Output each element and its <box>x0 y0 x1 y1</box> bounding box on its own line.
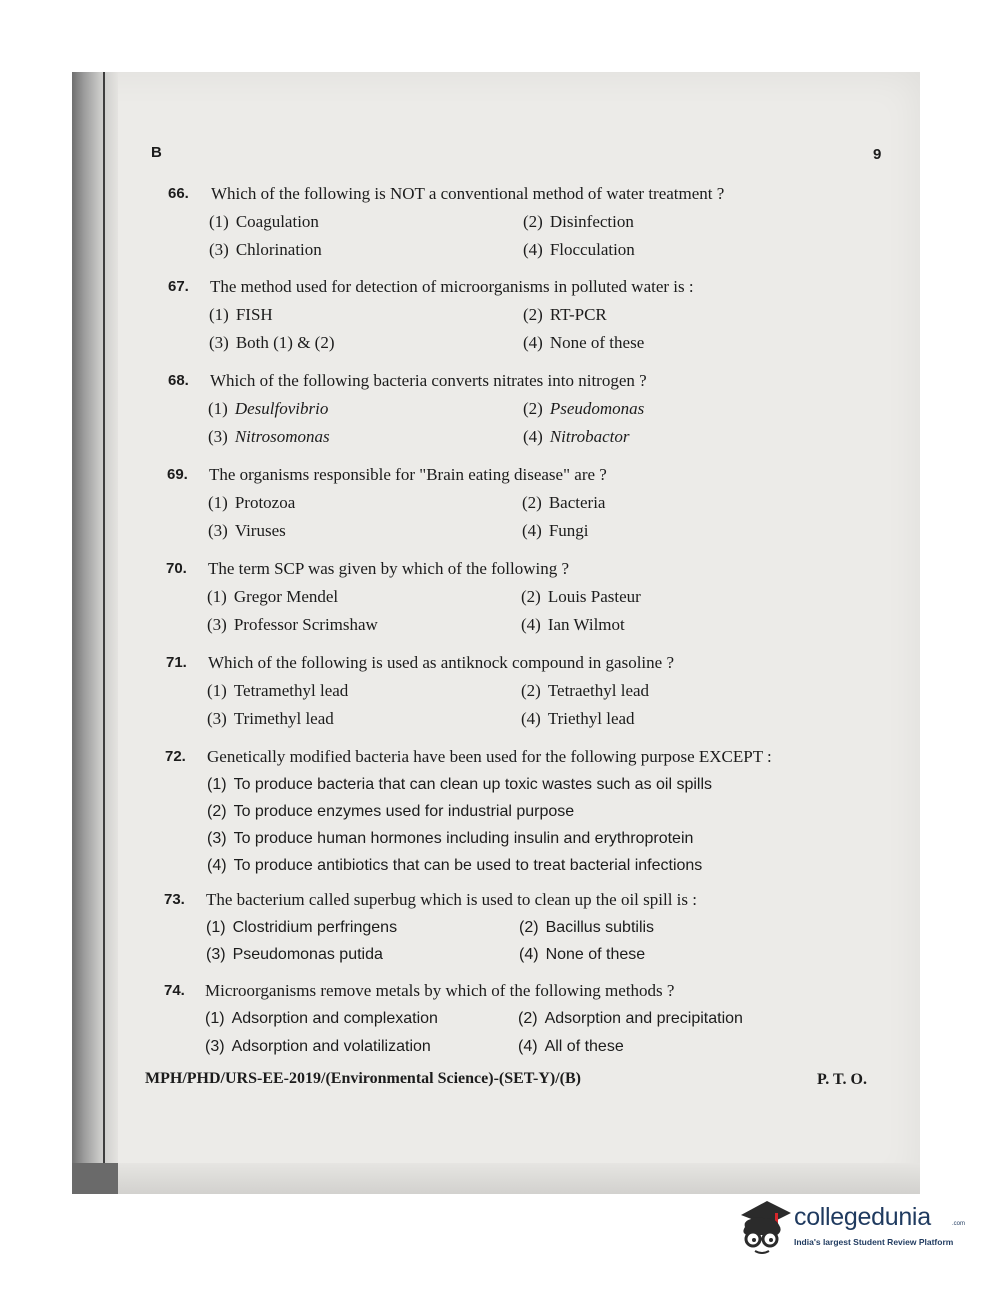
option-3: (3) Both (1) & (2) <box>209 333 335 352</box>
option-3: (3) Chlorination <box>209 240 322 259</box>
question-74 <box>0 980 993 1064</box>
mascot-icon <box>737 1197 793 1257</box>
option-3: (3) Trimethyl lead <box>207 709 334 728</box>
question-67 <box>0 276 993 360</box>
question-text: Which of the following is NOT a conventional method of water treatment ? <box>211 184 725 203</box>
spine-corner <box>72 1163 118 1194</box>
option-3: (3) Professor Scrimshaw <box>207 615 378 634</box>
option-4: (4) Nitrobactor <box>523 427 630 446</box>
option-2: (2) To produce enzymes used for industrial purpose <box>207 803 575 820</box>
paper-code: MPH/PHD/URS-EE-2019/(Environmental Science)-(SET-Y)/(B) <box>145 1070 581 1087</box>
question-text: The bacterium called superbug which is used to clean up the oil spill is : <box>206 890 697 909</box>
page-turn-over: P. T. O. <box>817 1071 867 1088</box>
option-3: (3) Adsorption and volatilization <box>205 1038 431 1055</box>
option-2: (2) Bacteria <box>522 493 606 512</box>
option-2: (2) Bacillus subtilis <box>519 919 655 936</box>
question-number: 74. <box>164 982 185 999</box>
option-2: (2) Disinfection <box>523 212 634 231</box>
question-number: 70. <box>166 560 187 577</box>
question-number: 71. <box>166 654 187 671</box>
option-3: (3) Pseudomonas putida <box>206 946 383 963</box>
option-1: (1) To produce bacteria that can clean up toxic wastes such as oil spills <box>207 776 713 793</box>
brand-domain: .com <box>952 1221 966 1227</box>
option-1: (1) Protozoa <box>208 493 296 512</box>
option-1: (1) Gregor Mendel <box>207 587 339 606</box>
question-number: 67. <box>168 278 189 295</box>
brand-tagline: India's largest Student Review Platform <box>794 1237 954 1247</box>
option-2: (2) Louis Pasteur <box>521 587 641 606</box>
option-4: (4) None of these <box>523 333 645 352</box>
question-text: Genetically modified bacteria have been used for the following purpose EXCEPT : <box>207 747 772 766</box>
option-1: (1) Desulfovibrio <box>208 399 329 418</box>
option-4: (4) Triethyl lead <box>521 709 635 728</box>
option-3: (3) Nitrosomonas <box>208 427 330 446</box>
page-number: 9 <box>873 146 882 163</box>
option-4: (4) Ian Wilmot <box>521 615 625 634</box>
question-number: 73. <box>164 891 185 908</box>
option-4: (4) To produce antibiotics that can be used to treat bacterial infections <box>207 857 703 874</box>
option-4: (4) Fungi <box>522 521 589 540</box>
option-1: (1) FISH <box>209 305 273 324</box>
question-number: 68. <box>168 372 189 389</box>
question-71 <box>0 652 993 736</box>
question-68 <box>0 370 993 454</box>
option-2: (2) RT-PCR <box>523 305 607 324</box>
question-number: 69. <box>167 466 188 483</box>
question-text: Microorganisms remove metals by which of the following methods ? <box>205 981 675 1000</box>
option-1: (1) Clostridium perfringens <box>206 919 398 936</box>
question-text: The organisms responsible for "Brain eating disease" are ? <box>209 465 607 484</box>
page-bottom-band <box>72 1163 920 1194</box>
question-text: The method used for detection of microorganisms in polluted water is : <box>210 277 694 296</box>
question-number: 72. <box>165 748 186 765</box>
question-69 <box>0 464 993 548</box>
question-text: Which of the following is used as antiknock compound in gasoline ? <box>208 653 674 672</box>
question-73 <box>0 889 993 971</box>
collegedunia-watermark <box>737 1197 967 1267</box>
brand-name: collegedunia <box>794 1203 931 1231</box>
option-3: (3) To produce human hormones including insulin and erythroprotein <box>207 830 694 847</box>
question-70 <box>0 558 993 642</box>
option-1: (1) Coagulation <box>209 212 319 231</box>
question-number: 66. <box>168 185 189 202</box>
option-3: (3) Viruses <box>208 521 286 540</box>
option-2: (2) Adsorption and precipitation <box>518 1010 743 1027</box>
option-1: (1) Adsorption and complexation <box>205 1010 438 1027</box>
question-72 <box>0 746 993 882</box>
option-4: (4) None of these <box>519 946 646 963</box>
set-code: B <box>151 144 162 161</box>
option-4: (4) All of these <box>518 1038 624 1055</box>
option-1: (1) Tetramethyl lead <box>207 681 349 700</box>
question-66 <box>0 183 993 267</box>
option-4: (4) Flocculation <box>523 240 635 259</box>
option-2: (2) Pseudomonas <box>523 399 645 418</box>
question-text: The term SCP was given by which of the following ? <box>208 559 570 578</box>
question-text: Which of the following bacteria converts nitrates into nitrogen ? <box>210 371 647 390</box>
option-2: (2) Tetraethyl lead <box>521 681 650 700</box>
